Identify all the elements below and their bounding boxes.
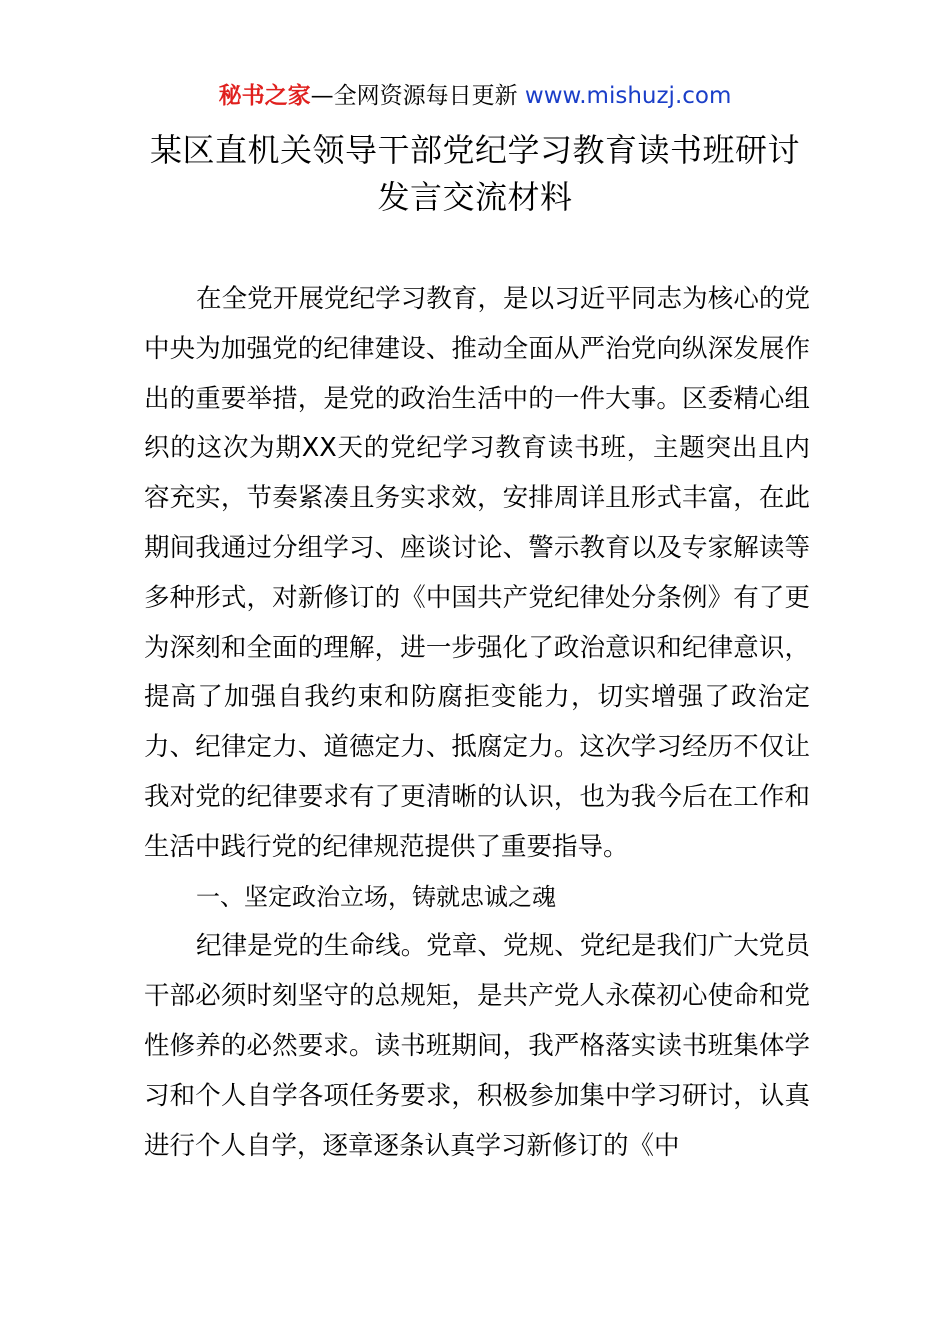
section-heading: 一、坚定政治立场，铸就忠诚之魂 [196, 882, 556, 911]
site-url-link[interactable]: www.mishuzj.com [524, 83, 732, 109]
document-title [60, 127, 890, 221]
site-header [0, 80, 950, 112]
site-brand: 秘书之家 [218, 83, 311, 109]
section-paragraph: 纪律是党的生命线。党章、党规、党纪是我们广大党员干部必须时刻坚守的总规矩，是共产党人永葆初心使命和党性修养的必然要求。读书班期间，我严格落实读书班集体学习和个人自学各项任务要求，积极参加集中学习研讨，认真进行个人自学，逐章逐条认真学习新修订的《中 [144, 931, 810, 1161]
site-slogan: —全网资源每日更新 [310, 83, 525, 109]
document-title-line-2: 发言交流材料 [377, 178, 573, 216]
document-body [144, 275, 810, 1171]
intro-paragraph: 在全党开展党纪学习教育，是以习近平同志为核心的党中央为加强党的纪律建设、推动全面从严治党向纵深发展作出的重要举措，是党的政治生活中的一件大事。区委精心组织的这次为期XX天的党纪学习教育读书班，主题突出且内容充实，节奏紧凑且务实求效，安排周详且形式丰富，在此期间我通过分组学习、座谈讨论、警示教育以及专家解读等多种形式，对新修订的《中国共产党纪律处分条例》有了更为深刻和全面的理解，进一步强化了政治意识和纪律意识，提高了加强自我约束和防腐拒变能力，切实增强了政治定力、纪律定力、道德定力、抵腐定力。这次学习经历不仅让我对党的纪律要求有了更清晰的认识，也为我今后在工作和生活中践行党的纪律规范提供了重要指导。 [144, 284, 810, 862]
document-title-line-1: 某区直机关领导干部党纪学习教育读书班研讨 [149, 131, 800, 169]
